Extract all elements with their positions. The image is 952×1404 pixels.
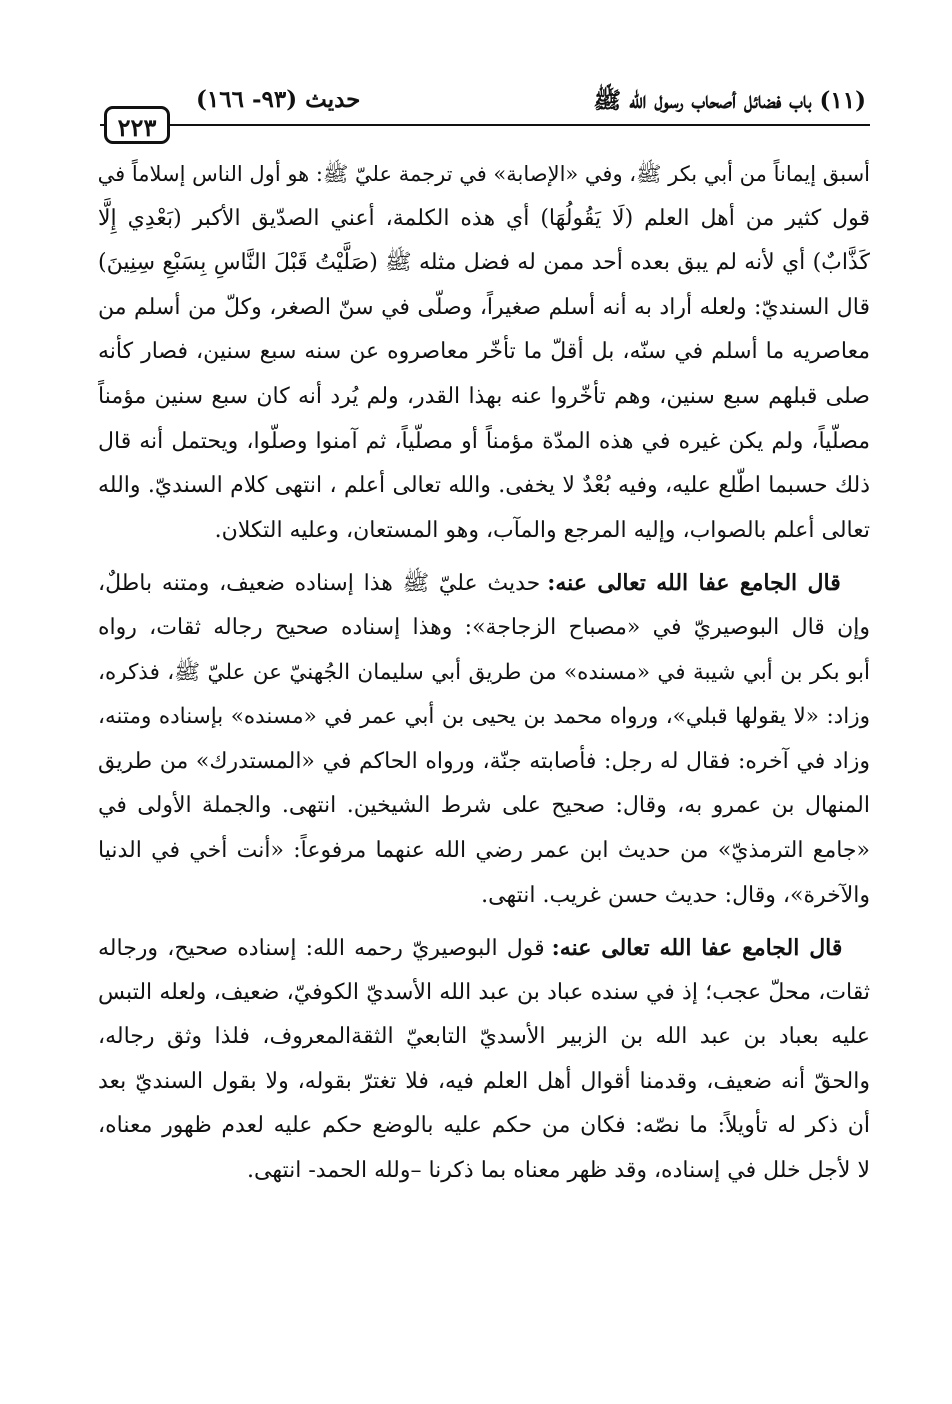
body-line: ثقات، محلّ عجب؛ إذ في سنده عباد بن عبد الله الأسديّ الكوفيّ، ضعيف، ولعله التبس — [98, 979, 870, 1005]
body-line: أن ذكر له تأويلاً: ما نصّه: فكان من حكم عليه بالوضع حكم عليه لعدم ظهور معناه، — [98, 1113, 870, 1139]
body-line: قول كثير من أهل العلم (لَا يَقُولُهَا) أي هذه الكلمة، أعني الصدّيق الأكبر (بَعْدِي إِلَّا — [98, 205, 870, 231]
body-line: صلى قبلهم سبع سنين، وهم تأخّروا عنه بهذا القدر، ولم يُرد أنه كان سبع سنين مؤمناً — [98, 383, 870, 409]
body-line: قال السنديّ: ولعله أراد به أنه أسلم صغيراً، وصلّى في سنّ الصغر، وكلّ من أسلم من — [98, 294, 870, 320]
paragraph-first-line-text: قول البوصيريّ رحمه الله: إسناده صحيح، ورجاله — [98, 936, 552, 962]
paragraph-first-line — [98, 926, 870, 971]
body-line: كَذَّابٌ) أي لأنه لم يبق بعده أحد ممن له فضل مثله ﷺ (صَلَّيْتُ قَبْلَ النَّاسِ بِسَبْعِ سِنِينَ) — [98, 250, 870, 276]
body-line: تعالى أعلم بالصواب، وإليه المرجع والمآب، وهو المستعان، وعليه التكلان. — [214, 517, 870, 543]
body-line: أبو بكر بن أبي شيبة في «مسنده» من طريق أبي سليمان الجُهنيّ عن عليّ ﷺ، فذكره، — [98, 659, 870, 685]
body-line: عليه بعباد بن عبد الله بن الزبير الأسديّ التابعيّ الثقةالمعروف، فلذا وثق رجاله، — [98, 1024, 870, 1050]
body-line: وإن قال البوصيريّ في «مصباح الزجاجة»: وهذا إسناده صحيح رجاله ثقات، رواه — [98, 614, 870, 640]
body-line: لا لأجل خلل في إسناده، وقد ظهر معناه بما ذكرنا –ولله الحمد- انتهى. — [247, 1158, 870, 1184]
body-line: معاصريه ما أسلم في سنّه، بل أقلّ ما تأخّر معاصروه عن سنه سبع سنين، فصار كأنه — [98, 339, 870, 365]
chapter-title: (١١) باب فضائل أصحاب رسول الله ﷺ — [593, 87, 866, 114]
body-line: وزاد: «لا يقولها قبلي»، ورواه محمد بن يحيى بن أبي عمر في «مسنده» بإسناده ومتنه، — [98, 704, 870, 730]
body-line: والحقّ أنه ضعيف، وقدمنا أقوال أهل العلم فيه، فلا تغترّ بقوله، ولا بقول السنديّ بعد — [98, 1068, 870, 1094]
page-header — [100, 84, 870, 120]
header-rule — [100, 124, 870, 126]
body-line: «جامع الترمذيّ» من حديث ابن عمر رضي الله عنهما مرفوعاً: «أنت أخي في الدنيا — [98, 837, 870, 863]
body-line: أسبق إيماناً من أبي بكر ﷺ، وفي «الإصابة» في ترجمة عليّ ﷺ: هو أول الناس إسلاماً في — [98, 162, 870, 186]
paragraph-first-line — [98, 561, 870, 606]
page-body — [98, 152, 870, 1194]
hadith-range: حديث (٩٣- ١٦٦) — [196, 86, 361, 113]
paragraph-lead: قال الجامع عفا الله تعالى عنه: — [547, 570, 841, 597]
body-line: والآخرة»، وقال: حديث حسن غريب. انتهى. — [481, 882, 870, 908]
body-line: مصلّياً، ولم يكن غيره في هذه المدّة مؤمناً أو مصلّياً، ثم آمنوا وصلّوا، ويحتمل أنه قال — [98, 428, 870, 454]
body-line: المنهال بن عمرو به، وقال: صحيح على شرط الشيخين. انتهى. والجملة الأولى في — [98, 793, 870, 819]
paragraph-lead: قال الجامع عفا الله تعالى عنه: — [551, 935, 843, 962]
body-line: ذلك حسبما اطّلع عليه، وفيه بُعْدٌ لا يخفى. والله تعالى أعلم ، انتهى كلام السنديّ. والله — [98, 473, 870, 499]
page-number-badge: ٢٢٣ — [104, 106, 170, 144]
body-line: وزاد في آخره: فقال له رجل: فأصابته جنّة، ورواه الحاكم في «المستدرك» من طريق — [98, 748, 870, 774]
paragraph-first-line-text: حديث عليّ ﷺ هذا إسناده ضعيف، ومتنه باطلٌ، — [98, 571, 548, 597]
